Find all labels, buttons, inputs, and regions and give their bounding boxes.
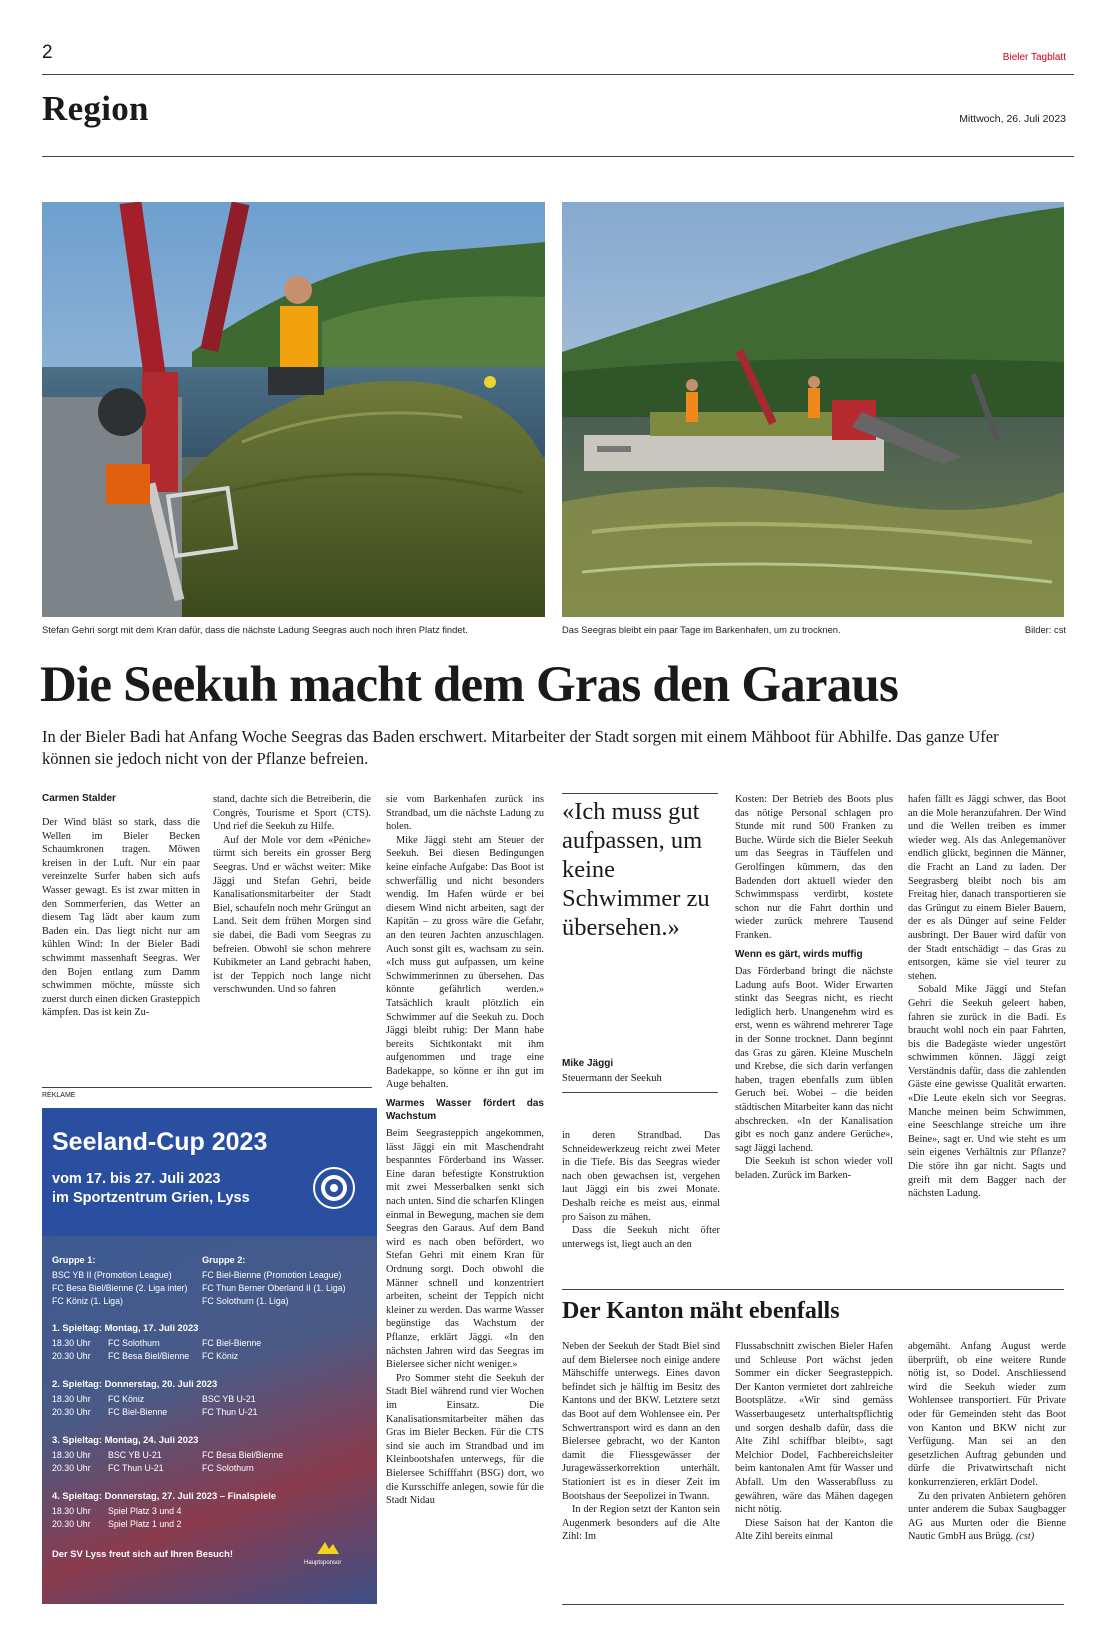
match-home: FC Besa Biel/Bienne (108, 1351, 190, 1361)
match-away: FC Biel-Bienne (202, 1338, 262, 1348)
sponsor-logo (315, 1540, 341, 1556)
box-title: Der Kanton mäht ebenfalls (562, 1298, 840, 1324)
article-column-3 (386, 793, 544, 1508)
photo-caption-left: Stefan Gehri sorgt mit dem Kran dafür, dass die nächste Ladung Seegras auch noch ihren Platz findet. (42, 624, 468, 635)
paragraph: Beim Seegrasteppich angekommen, lässt Jäggi ein mit Maschendraht bespanntes Förderband ins Wasser. Eine daran befestigte Konstruktion mit zwei Messerbalken senkt sich nach unten. Sind die scharfen Klingen einmal in Bewegung, machen sie dem Seegras den Garaus. Auf dem Band wird es nach oben befördert, wo Stefan Gehri mit einem Kran für Ordnung sorgt. Doch obwohl die Männer schnell und konzentriert arbeiten, scheint der Teppich nicht kleiner zu werden. Das warme Wasser begünstige das Wachstum der Pflanze, erklärt Jäggi. «In den nächsten Jahren wird das Seegras im Bielersee sicher nicht weniger.» (386, 1128, 544, 1371)
box-column-1 (562, 1340, 720, 1544)
pull-quote-top-rule (562, 793, 718, 794)
match-final: Spiel Platz 1 und 2 (108, 1519, 182, 1529)
ad-title: Seeland-Cup 2023 (52, 1128, 268, 1156)
paragraph: hafen fällt es Jäggi schwer, das Boot an die Mole heranzufahren. Der Wind und die Wellen treiben es immer wieder weg. Als das Anlegemanöver endlich glückt, beginnen die Männer, die Fracht an Land zu laden. Der Seegrasberg bleibt noch bis am Freitag hier, danach transportieren sie das Grüngut zu einem Bieler Bauern, der es als Dünger auf seine Felder ausbringt. Der Bauer wird dafür von der Stadt entschädigt – das Gras zu entsorgen, käme sie viel teurer zu stehen. (908, 794, 1066, 982)
paragraph: sie vom Barkenhafen zurück ins Strandbad, um die nächste Ladung zu holen. (386, 794, 544, 833)
header-rule-bottom (42, 156, 1074, 157)
paragraph: Pro Sommer steht die Seekuh der Stadt Biel während rund vier Wochen im Einsatz. Die Kanalisationsmitarbeiter mähen das Gras im Bieler Becken. Für die CTS sind sie auch im Strandbad und im Kleinbootshafen unterwegs, für die Bielersee Schifffahrt (BSG) dort, wo die Kursschiffe anlegen, sowie für die Stadt Nidau (386, 1372, 544, 1507)
match-time: 18.30 Uhr (52, 1338, 91, 1348)
page-number: 2 (42, 42, 53, 63)
author: Carmen Stalder (42, 793, 116, 804)
paragraph: Kosten: Der Betrieb des Boots plus das nötige Personal schlagen pro Stunde mit rund 500 Franken zu Buche. Würde sich die Bieler Seekuh um das Seegras in Täuffelen und Gerolfingen kümmern, das den Badenden dort aktuell wieder den Schwimmspass verdirbt, kostete schon nur die Fahrt dorthin und wieder zurück mehrere Tausend Franken. (735, 794, 893, 941)
box-column-2 (735, 1340, 893, 1544)
paragraph: Neben der Seekuh der Stadt Biel sind auf dem Bielersee noch einige andere Mähschiffe unterwegs. Eines davon befindet sich je hälftig im Besitz des Kantons und der BKW. Letztere setzt das Boot auf dem Wohlensee ein. Per Schwertransport wird es dann an den Bielersee gebracht, wo der Kanton damit die Fliessgewässer der Juragewässerkorrektion unterhält. Stationiert ist es in dieser Zeit im Bootshaus der Seepolizei in Twann. (562, 1341, 720, 1502)
box-column-3 (908, 1340, 1066, 1544)
paragraph: Mike Jäggi steht am Steuer der Seekuh. Bei diesen Bedingungen keine einfache Aufgabe: Das Boot ist schwerfällig und nicht besonders wendig. Im Hafen würde er bei diesem Wind nicht arbeiten, sagt der Kapitän – zu gross wäre die Gefahr, an den teuren Jachten anzuschlagen. Auch sonst gilt es, wachsam zu sein. «Ich muss gut aufpassen, um keine Schwimmerinnen zu übersehen. Das könnte gefährlich werden.» Tatsächlich krault plötzlich ein Schwimmer auf die Seekuh zu. Doch Jäggi bleibt ruhig: Der Mann habe bereits Sichtkontakt mit ihm aufgenommen und trage eine Badekappe, so könne er ihn gut im Auge behalten. (386, 834, 544, 1091)
group2-title: Gruppe 2: (202, 1255, 246, 1265)
subheading-warm-water: Warmes Wasser fördert das Wachstum (386, 1098, 544, 1122)
article-column-4 (562, 1129, 720, 1251)
matchday-2: 2. Spieltag: Donnerstag, 20. Juli 2023 (52, 1378, 218, 1389)
paragraph: Sobald Mike Jäggi und Stefan Gehri die Seekuh geleert haben, fahren sie zurück in die Badi. Es braucht wohl noch ein paar Fahrten, bis die Badegäste wieder ungestört schwimmen können. Jäggi zeigt Verständnis dafür, dass die zahlenden Gäste eine gewisse Qualität erwarten. «Die Leute ekeln sich vor Seegras. Manche meinen beim Schwimmen, eine Seeschlange streiche um ihre Beine», sagt er. Und wie steht es um sein eigenes Verhältnis zur Pflanze? Die störe ihn gar nicht. Sagts und greift mit dem Bagger nach der nächsten Ladung. (908, 984, 1066, 1200)
match-home: FC Solothurn (108, 1338, 160, 1348)
match-time: 18.30 Uhr (52, 1394, 91, 1404)
ad-top-rule (42, 1087, 372, 1088)
group2-team: FC Biel-Bienne (Promotion League) (202, 1270, 342, 1280)
header-rule-top (42, 74, 1074, 75)
match-final: Spiel Platz 3 und 4 (108, 1506, 182, 1516)
article-column-5 (735, 793, 893, 1183)
matchday-1: 1. Spieltag: Montag, 17. Juli 2023 (52, 1322, 199, 1333)
article-lead: In der Bieler Badi hat Anfang Woche Seegras das Baden erschwert. Mitarbeiter der Stadt sorgen mit einem Mähboot für Abhilfe. Das ganze Ufer können sie jedoch nicht von der Pflanze befreien. (42, 727, 999, 768)
group1-team: FC Köniz (1. Liga) (52, 1296, 123, 1306)
photo-credit: Bilder: cst (1024, 624, 1066, 635)
pull-quote: «Ich muss gut aufpassen, um keine Schwimmer zu übersehen.» (562, 798, 710, 941)
section-title: Region (42, 89, 149, 128)
match-home: FC Köniz (108, 1394, 145, 1404)
group1-title: Gruppe 1: (52, 1255, 96, 1265)
club-logo (312, 1166, 356, 1210)
matchday-3: 3. Spieltag: Montag, 24. Juli 2023 (52, 1434, 199, 1445)
paragraph: in deren Strandbad. Das Schneidewerkzeug reicht zwei Meter in die Tiefe. Bis das Seegras wieder nach oben gewachsen ist, vergehen laut Jäggi ein bis zwei Monate. Deshalb reiche es meist aus, einmal pro Saison zu mähen. (562, 1130, 720, 1223)
match-away: FC Solothurn (202, 1463, 254, 1473)
photo-boat-illustration (562, 202, 1064, 617)
article-column-2 (213, 793, 371, 997)
article-headline: Die Seekuh macht dem Gras den Garaus (40, 657, 899, 713)
match-time: 18.30 Uhr (52, 1450, 91, 1460)
match-away: FC Thun U-21 (202, 1407, 258, 1417)
article-column-1 (42, 816, 200, 1020)
subheading-fermenting: Wenn es gärt, wirds muffig (735, 948, 863, 960)
group1-team: FC Besa Biel/Bienne (2. Liga inter) (52, 1283, 188, 1293)
match-away: FC Besa Biel/Bienne (202, 1450, 284, 1460)
pull-quote-name: Mike Jäggi (562, 1058, 614, 1069)
pull-quote-role: Steuermann der Seekuh (562, 1073, 662, 1084)
ad-dates: vom 17. bis 27. Juli 2023 (52, 1171, 221, 1187)
matchday-4: 4. Spieltag: Donnerstag, 27. Juli 2023 – Finalspiele (52, 1490, 277, 1501)
paragraph: Flussabschnitt zwischen Bieler Hafen und Schleuse Port wächst jeden Sommer ein dicker Seegrasteppich. Der Kanton vermietet dort zahlreiche Bootsplätze. «Wir sind gemäss Wasserbaugesetz unterhaltspflichtig und sorgen deshalb dafür, dass die Alte Zihl schiffbar bleibt», sagt Melchior Dodel, Fachbereichsleiter beim kantonalen Amt für Wasser und Abfall. Um den Wasserabfluss zu gewähren, wäre das Mähen dagegen nicht nötig. (735, 1341, 893, 1516)
match-time: 18.30 Uhr (52, 1506, 91, 1516)
box-top-rule (562, 1289, 1064, 1290)
paragraph: Der Wind bläst so stark, dass die Wellen im Bieler Becken Schaumkronen tragen. Möwen kreisen in der Luft. Nur ein paar vereinzelte Surfer haben sich aufs Wasser gewagt. Es ist zwar mitten in den Sommerferien, das Wetter an diesem Tag lädt aber kaum zum Baden ein. Das liegt nicht nur am kühlen Wind: In der Bieler Badi schwimmt massenhaft Seegras. Wer den Bojen entlang zum Damm schwimmen möchte, müsste sich zuerst durch einen dicken Grasteppich kämpfen. Das ist kein Zu- (42, 817, 200, 1019)
paragraph: In der Region setzt der Kanton sein Augenmerk besonders auf die Alte Zihl: Im (562, 1504, 720, 1543)
paragraph: Diese Saison hat der Kanton die Alte Zihl bereits einmal (735, 1517, 893, 1543)
ad-footer: Der SV Lyss freut sich auf Ihren Besuch! (52, 1548, 233, 1559)
match-away: BSC YB U-21 (202, 1394, 256, 1404)
photo-crane-illustration (42, 202, 545, 617)
pull-quote-bottom-rule (562, 1092, 718, 1093)
paragraph (908, 1490, 1066, 1544)
article-column-6 (908, 793, 1066, 1201)
newspaper-name: Bieler Tagblatt (1002, 52, 1066, 63)
match-away: FC Köniz (202, 1351, 239, 1361)
paragraph: Das Förderband bringt die nächste Ladung aufs Boot. Wider Erwarten stinkt das Seegras nicht, es riecht lediglich herb. Unangenehm wird es erst, wenn es während mehrerer Tage in der Sonne trocknet. Dann beginnt das Gras zu gären. Kleine Muscheln und Krebse, die sich darin verfangen haben, tragen ebenfalls zum üblen Geruch bei. Wobei – die beiden städtischen Mitarbeiter kann das nicht abschrecken. «In der Kanalisation gibt es noch ganz andere Gerüche», sagt Jäggi lachend. (735, 966, 893, 1154)
match-home: FC Biel-Bienne (108, 1407, 168, 1417)
box-bottom-rule (562, 1604, 1064, 1605)
issue-date: Mittwoch, 26. Juli 2023 (959, 113, 1066, 125)
paragraph: Auf der Mole vor dem «Péniche» türmt sich bereits ein grosser Berg Seegras. Und er wächst weiter: Mike Jäggi und Stefan Gehri, beide Kanalisationsmitarbeiter der Stadt Biel, schaufeln noch mehr Grüngut an Land. Seit dem frühen Morgen sind sie dabei, die Badi vom Seegras zu befreien. Obwohl sie schon mehrere Kubikmeter an Land gebracht haben, ist der Teppich noch lange nicht verschwunden. Und so fahren (213, 834, 371, 996)
photo-boat-harbour (562, 202, 1064, 617)
match-time: 20.30 Uhr (52, 1407, 91, 1417)
seeland-cup-ad[interactable] (42, 1108, 377, 1604)
photo-crane-seegrass (42, 202, 545, 617)
paragraph: Die Seekuh ist schon wieder voll beladen. Zurück im Barken- (735, 1156, 893, 1181)
ad-label: REKLAME (42, 1092, 76, 1099)
group1-team: BSC YB II (Promotion League) (52, 1270, 172, 1280)
group2-team: FC Thun Berner Oberland II (1. Liga) (202, 1283, 346, 1293)
photo-caption-right: Das Seegras bleibt ein paar Tage im Barkenhafen, um zu trocknen. (562, 624, 841, 635)
paragraph: stand, dachte sich die Betreiberin, die Congrès, Tourisme et Sport (CTS). Und rief die Seekuh zu Hilfe. (213, 794, 371, 833)
match-home: BSC YB U-21 (108, 1450, 162, 1460)
match-time: 20.30 Uhr (52, 1463, 91, 1473)
signature: (cst) (1015, 1531, 1035, 1543)
match-home: FC Thun U-21 (108, 1463, 164, 1473)
match-time: 20.30 Uhr (52, 1351, 91, 1361)
ad-venue: im Sportzentrum Grien, Lyss (52, 1190, 250, 1206)
paragraph: abgemäht. Anfang August werde überprüft, ob eine weitere Runde nötig ist, so Dodel. Anschliessend wird die Seekuh wieder zum Wohlensee transportiert. Für Private oder für Gemeinden steht das Boot von Kanton und BKW nicht zur Verfügung. Man sei an den gesetzlichen Auftrag gebunden und dürfe die Privatwirtschaft nicht konkurrenzieren, erklärt Dodel. (908, 1341, 1066, 1488)
match-time: 20.30 Uhr (52, 1519, 91, 1529)
text: Zu den privaten Anbietern gehören unter anderem die Subax Saugbagger AG aus Murten oder die Bienne Nautic GmbH aus Brügg. (908, 1490, 1066, 1543)
sponsor-label: Hauptsponsor (304, 1560, 342, 1566)
paragraph: Dass die Seekuh nicht öfter unterwegs ist, liegt auch an den (562, 1225, 720, 1250)
group2-team: FC Solothurn (1. Liga) (202, 1296, 289, 1306)
